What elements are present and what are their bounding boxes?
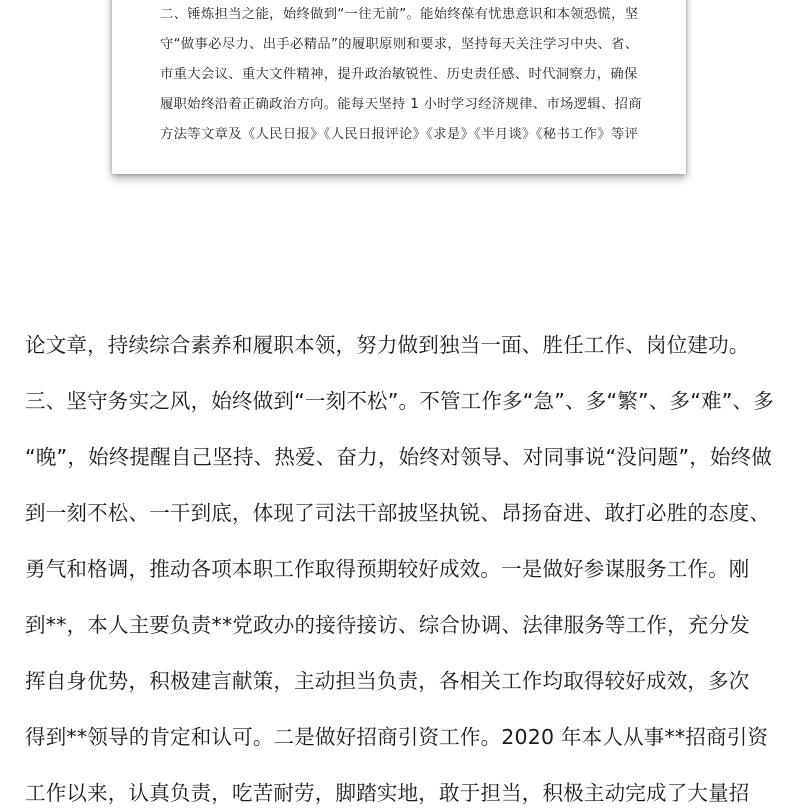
body-line-6: 到**，本人主要负责**党政办的接待接访、综合协调、法律服务等工作，充分发 [25,613,750,637]
body-line-7: 挥自身优势，积极建言献策，主动担当负责，各相关工作均取得较好成效，多次 [25,669,750,693]
body-line-2: 三、坚守务实之风，始终做到“一刻不松”。不管工作多“急”、多“繁”、多“难”、多 [25,389,774,413]
body-line-4: 到一刻不松、一干到底，体现了司法干部披坚执锐、昂扬奋进、敢打必胜的态度、 [25,501,771,525]
body-line-3: “晚”，始终提醒自己坚持、热爱、奋力，始终对领导、对同事说“没问题”，始终做 [25,445,773,469]
card-line-5: 方法等文章及《人民日报》《人民日报评论》《求是》《半月谈》《秘书工作》等评 [160,127,639,142]
body-line-8: 得到**领导的肯定和认可。二是做好招商引资工作。2020 年本人从事**招商引资 [25,725,769,749]
body-line-5: 勇气和格调，推动各项本职工作取得预期较好成效。一是做好参谋服务工作。刚 [25,557,750,581]
body-line-9: 工作以来，认真负责，吃苦耐劳，脚踏实地，敢于担当，积极主动完成了大量招 [25,781,750,805]
card-line-3: 市重大会议、重大文件精神，提升政治敏锐性、历史责任感、时代洞察力，确保 [160,67,638,82]
card-line-4: 履职始终沿着正确政治方向。能每天坚持 1 小时学习经济规律、市场逻辑、招商 [160,97,642,112]
body-line-1: 论文章，持续综合素养和履职本领，努力做到独当一面、胜任工作、岗位建功。 [25,333,750,357]
card-line-1: 二、锤炼担当之能，始终做到“一往无前”。能始终葆有忧患意识和本领恐慌，坚 [160,7,639,22]
card-line-2: 守“做事必尽力、出手必精品”的履职原则和要求，坚持每天关注学习中央、省、 [160,37,639,52]
document-snippet-card [112,0,686,174]
